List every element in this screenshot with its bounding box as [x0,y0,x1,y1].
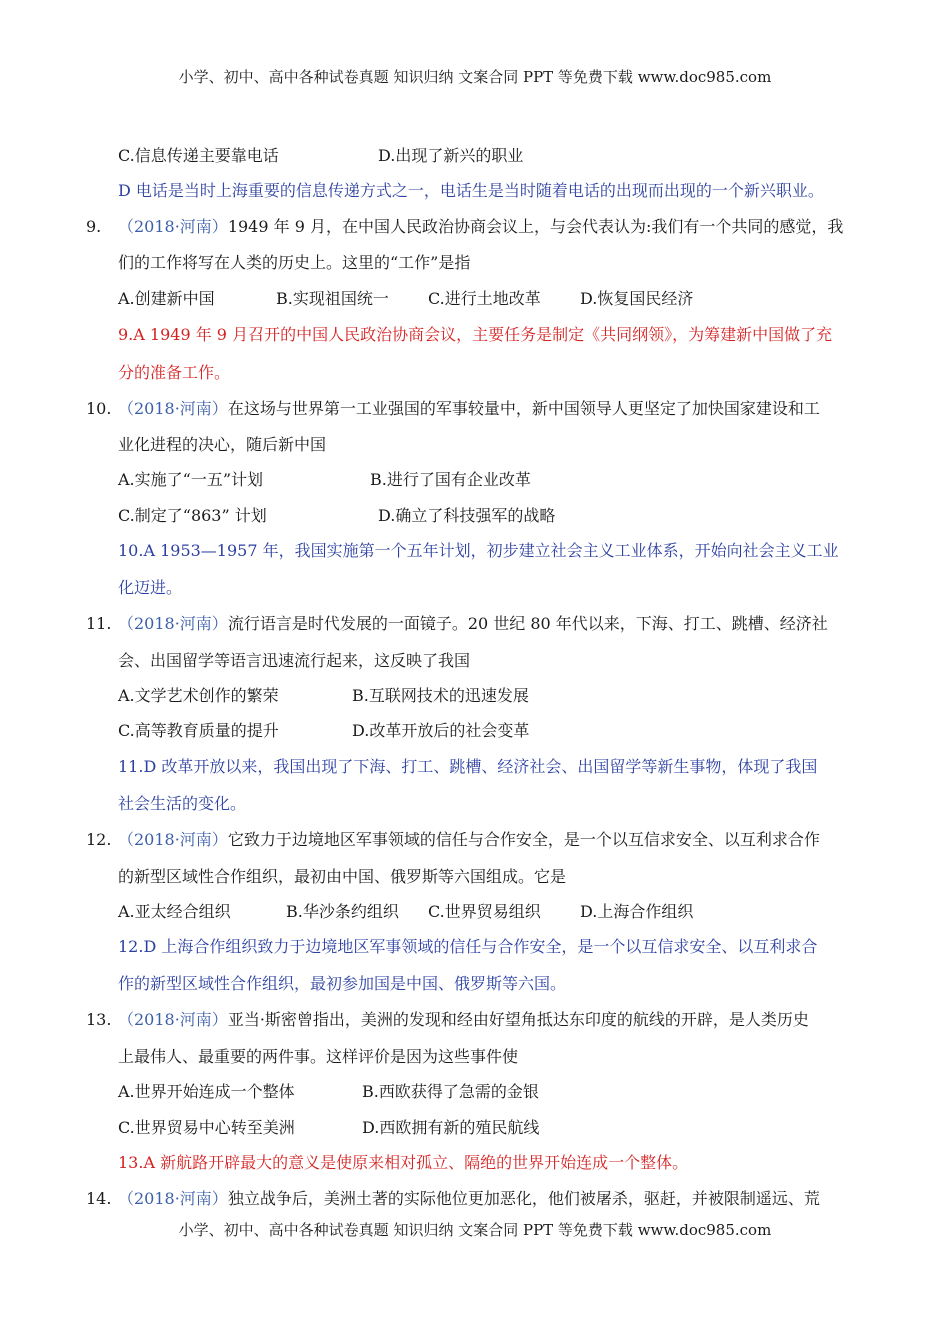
q13-stem-text: 亚当·斯密曾指出，美洲的发现和经由好望角抵达东印度的航线的开辟，是人类历史 [227,1010,809,1029]
q12-stem-line1 [118,829,820,851]
q9-option-b: B.实现祖国统一 [276,289,389,308]
q13-number: 13. [86,1010,112,1029]
q10-stem-text: 在这场与世界第一工业强国的军事较量中，新中国领导人更坚定了加快国家建设和工 [227,399,820,418]
page-footer: 小学、初中、高中各种试卷真题 知识归纳 文案合同 PPT 等免费下载 www.doc985.com [178,1221,772,1239]
q11-option-c: C.高等教育质量的提升 [118,721,279,740]
q9-answer-line1: 9.A 1949 年 9 月召开的中国人民政治协商会议，主要任务是制定《共同纲领》，为筹建新中国做了充 [118,325,833,344]
q12-option-b: B.华沙条约组织 [286,902,399,921]
page-header: 小学、初中、高中各种试卷真题 知识归纳 文案合同 PPT 等免费下载 www.doc985.com [178,68,772,86]
q12-option-a: A.亚太经合组织 [118,902,231,921]
q14-stem-text: 独立战争后，美洲土著的实际他位更加恶化，他们被屠杀，驱赶，并被限制遥远、荒 [227,1189,820,1208]
q11-option-d: D.改革开放后的社会变革 [352,721,530,740]
q10-option-d: D.确立了科技强军的战略 [378,506,556,525]
q11-stem-text: 流行语言是时代发展的一面镜子。20 世纪 80 年代以来，下海、打工、跳槽、经济社 [227,614,828,633]
q9-option-c: C.进行土地改革 [428,289,541,308]
q9-source: （2018·河南） [118,217,228,236]
q12-answer-line1: 12.D 上海合作组织致力于边境地区军事领域的信任与合作安全，是一个以互信求安全、以互利求合 [118,937,818,956]
q13-option-b: B.西欧获得了急需的金银 [362,1082,539,1101]
q11-number: 11. [86,614,112,633]
q13-option-d: D.西欧拥有新的殖民航线 [362,1118,540,1137]
q12-option-d: D.上海合作组织 [580,902,694,921]
q9-stem-line2: 们的工作将写在人类的历史上。这里的“工作”是指 [118,253,471,272]
q9-number: 9. [86,217,102,236]
q12-answer-line2: 作的新型区域性合作组织，最初参加国是中国、俄罗斯等六国。 [118,974,567,993]
q9-stem-text: 1949 年 9 月，在中国人民政治协商会议上，与会代表认为:我们有一个共同的感觉，我 [227,217,844,236]
q10-option-a: A.实施了“一五”计划 [118,470,264,489]
q12-number: 12. [86,830,112,849]
q13-answer: 13.A 新航路开辟最大的意义是使原来相对孤立、隔绝的世界开始连成一个整体。 [118,1153,689,1172]
q13-source: （2018·河南） [118,1010,228,1029]
q11-answer-line2: 社会生活的变化。 [118,794,247,813]
q12-source: （2018·河南） [118,830,228,849]
q11-option-b: B.互联网技术的迅速发展 [352,686,529,705]
q10-source: （2018·河南） [118,399,228,418]
q11-answer-line1: 11.D 改革开放以来，我国出现了下海、打工、跳槽、经济社会、出国留学等新生事物，体现了我国 [118,757,818,776]
q8-answer: D 电话是当时上海重要的信息传递方式之一，电话生是当时随着电话的出现而出现的一个新兴职业。 [118,181,824,200]
q11-stem-line2: 会、出国留学等语言迅速流行起来，这反映了我国 [118,651,471,670]
q11-source: （2018·河南） [118,614,228,633]
q12-stem-text: 它致力于边境地区军事领域的信任与合作安全，是一个以互信求安全、以互利求合作 [227,830,820,849]
q9-answer-line2: 分的准备工作。 [118,363,231,382]
q11-stem-line1 [118,613,828,635]
q14-number: 14. [86,1189,112,1208]
q10-answer-line1: 10.A 1953—1957 年，我国实施第一个五年计划，初步建立社会主义工业体系，开始向社会主义工业 [118,541,839,560]
q9-option-d: D.恢复国民经济 [580,289,694,308]
q13-option-a: A.世界开始连成一个整体 [118,1082,295,1101]
q12-option-c: C.世界贸易组织 [428,902,541,921]
q10-option-b: B.进行了国有企业改革 [370,470,531,489]
q10-answer-line2: 化迈进。 [118,578,183,597]
q12-stem-line2: 的新型区域性合作组织，最初由中国、俄罗斯等六国组成。它是 [118,867,567,886]
q9-stem-line1 [118,216,843,238]
q10-stem-line1 [118,398,820,420]
q14-stem-line1 [118,1188,820,1210]
q11-option-a: A.文学艺术创作的繁荣 [118,686,279,705]
q8-option-c: C.信息传递主要靠电话 [118,146,279,165]
q10-number: 10. [86,399,112,418]
q13-option-c: C.世界贸易中心转至美洲 [118,1118,295,1137]
q14-source: （2018·河南） [118,1189,228,1208]
q9-option-a: A.创建新中国 [118,289,215,308]
q13-stem-line1 [118,1009,809,1031]
q10-stem-line2: 业化进程的决心，随后新中国 [118,435,327,454]
q13-stem-line2: 上最伟人、最重要的两件事。这样评价是因为这些事件使 [118,1047,519,1066]
q10-option-c: C.制定了“863” 计划 [118,506,267,525]
q8-option-d: D.出现了新兴的职业 [378,146,524,165]
